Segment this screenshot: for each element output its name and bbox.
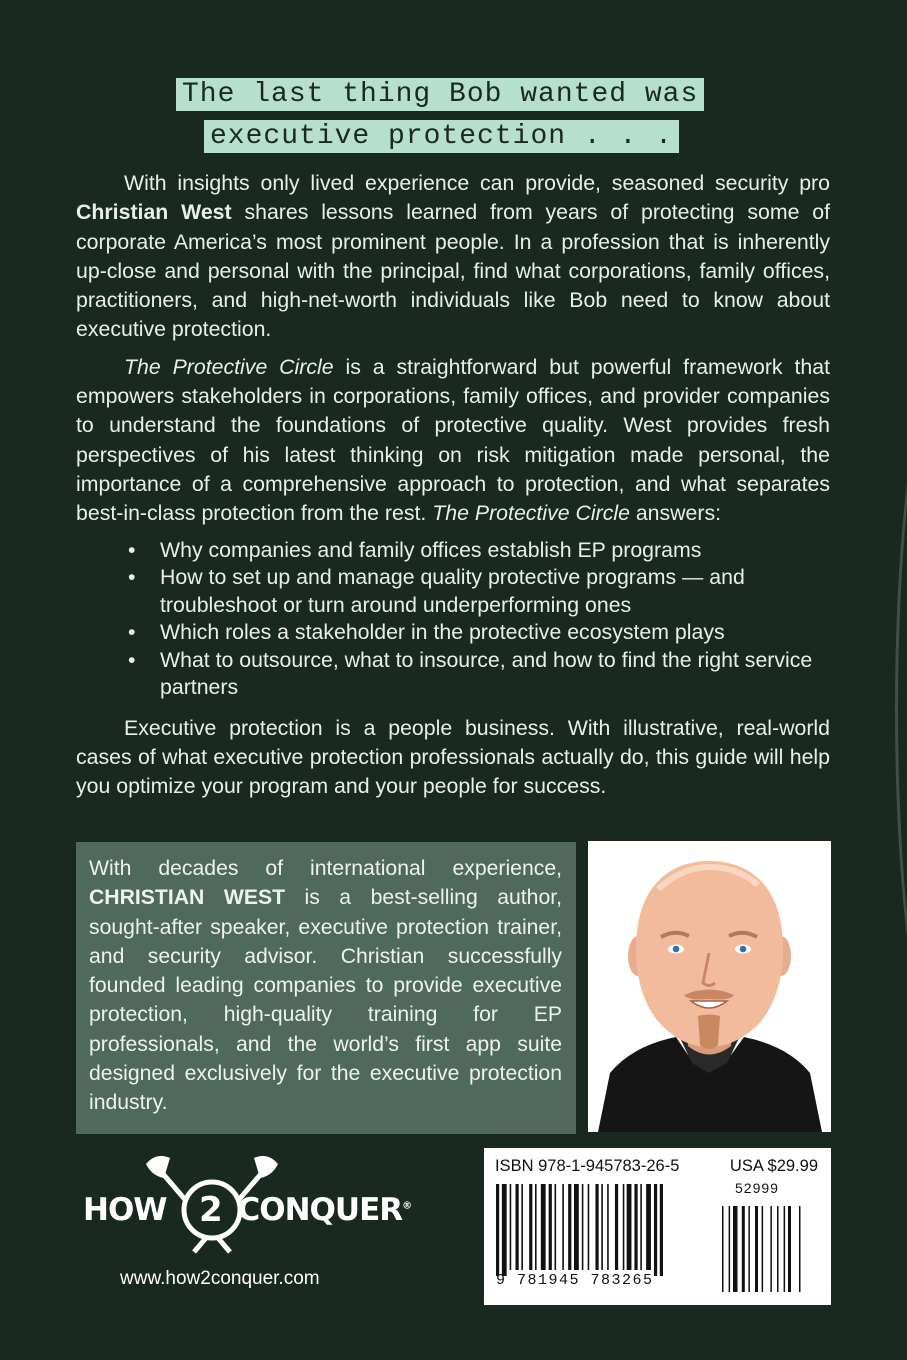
- list-item: • How to set up and manage quality protective programs — and troubleshoot or turn around underperforming ones: [128, 564, 830, 619]
- price-code: 52999: [735, 1180, 779, 1196]
- book-title: The Protective Circle: [124, 354, 334, 379]
- logo-numeral: 2: [199, 1190, 223, 1230]
- publisher-logo: [80, 1150, 410, 1260]
- closing-paragraph: Executive protection is a people business. With illustrative, real-world cases of what executive protection professionals actually do, this guide will help you optimize your program and your people for success.: [76, 715, 830, 799]
- author-portrait-illustration: [588, 841, 831, 1132]
- answers-list: [76, 537, 830, 702]
- bio-author-name: CHRISTIAN WEST: [89, 886, 286, 910]
- list-item: • What to outsource, what to insource, and how to find the right service partners: [128, 647, 830, 702]
- author-bio: With decades of international experience, CHRISTIAN WEST is a best-selling author, sought-after speaker, executive protection trainer, and security advisor. Christian successfully founded leading companies to provide executive protection, high-quality training for EP professionals, and the world’s first app suite designed exclusively for the executive protection industry.: [76, 842, 576, 1134]
- barcode: [484, 1148, 831, 1305]
- publisher-wordmark: HOW CONQUER®: [83, 1192, 412, 1228]
- book-title-2: The Protective Circle: [432, 501, 630, 526]
- publisher-website[interactable]: www.how2conquer.com: [120, 1268, 320, 1289]
- intro-paragraph: With insights only lived experience can provide, seasoned security pro Christian West shares lessons learned from years of protecting some of corporate America’s most prominent people. In a profession that is inherently up-close and personal with the principal, find what corporations, family offices, practitioners, and high-net-worth individuals like Bob need to know about executive protection.: [76, 171, 830, 342]
- list-item: • Which roles a stakeholder in the protective ecosystem plays: [128, 619, 830, 647]
- author-portrait: [588, 841, 831, 1132]
- tagline-line-2: executive protection . . .: [204, 120, 679, 153]
- decorative-arc: [895, 330, 907, 1090]
- ean-digits: 9 781945 783265: [496, 1272, 654, 1289]
- tagline-line-1: The last thing Bob wanted was: [176, 78, 704, 111]
- list-item: • Why companies and family offices establish EP programs: [128, 537, 830, 565]
- isbn-number: ISBN 978-1-945783-26-5: [495, 1157, 680, 1175]
- description: [76, 169, 830, 809]
- framework-paragraph: The Protective Circle is a straightforward but powerful framework that empowers stakeholders in corporations, family offices, and provider companies to understand the foundations of protective quality. West provides fresh perspectives of his latest thinking on risk mitigation made personal, the importance of a comprehensive approach to protection, and what separates best-in-class protection from the rest. The Protective Circle answers:: [76, 354, 831, 526]
- price: USA $29.99: [729, 1157, 818, 1175]
- author-name: Christian West: [76, 200, 232, 225]
